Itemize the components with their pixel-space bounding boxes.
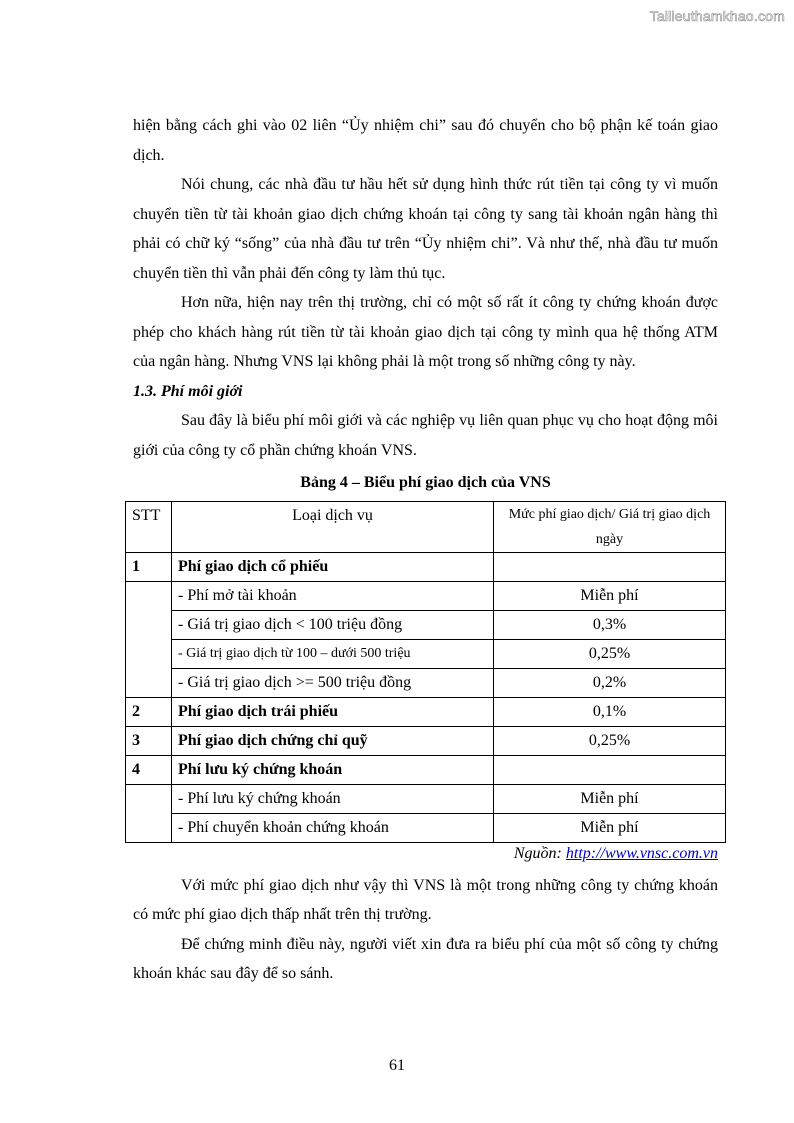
section-intro: Sau đây là biểu phí môi giới và các nghiệp vụ liên quan phục vụ cho hoạt động môi giới của công ty cổ phần chứng khoán VNS. xyxy=(133,412,718,459)
cell-fee: 0,25% xyxy=(494,639,726,668)
cell-stt: 4 xyxy=(126,755,172,784)
cell-service: Phí giao dịch trái phiếu xyxy=(172,697,494,726)
source-link[interactable]: http://www.vnsc.com.vn xyxy=(565,844,718,862)
cell-fee: 0,2% xyxy=(494,668,726,697)
table-source xyxy=(133,843,718,865)
table-row xyxy=(126,668,726,697)
cell-stt-empty xyxy=(126,784,172,842)
table-row xyxy=(126,610,726,639)
table-row xyxy=(126,552,726,581)
table-row xyxy=(126,813,726,842)
table-row xyxy=(126,726,726,755)
section-heading: 1.3. Phí môi giới xyxy=(133,382,243,400)
source-label: Nguồn: xyxy=(513,844,562,862)
header-stt: STT xyxy=(126,501,172,552)
cell-stt: 1 xyxy=(126,552,172,581)
closing-paragraph-1: Với mức phí giao dịch như vậy thì VNS là một trong những công ty chứng khoán có mức phí giao dịch thấp nhất trên thị trường. xyxy=(133,876,718,923)
fee-table xyxy=(125,501,726,843)
header-service: Loại dịch vụ xyxy=(172,501,494,552)
cell-stt-empty xyxy=(126,581,172,697)
cell-fee: 0,1% xyxy=(494,697,726,726)
cell-fee xyxy=(494,552,726,581)
cell-service: - Giá trị giao dịch từ 100 – dưới 500 triệu xyxy=(172,639,494,668)
table-header-row xyxy=(126,501,726,552)
header-fee: Mức phí giao dịch/ Giá trị giao dịch ngày xyxy=(494,501,726,552)
cell-service: Phí giao dịch cổ phiếu xyxy=(172,552,494,581)
page-body xyxy=(133,111,718,989)
cell-fee xyxy=(494,755,726,784)
table-row xyxy=(126,755,726,784)
paragraph-3: Hơn nữa, hiện nay trên thị trường, chỉ có một số rất ít công ty chứng khoán được phép cho khách hàng rút tiền từ tài khoản giao dịch tại công ty mình qua hệ thống ATM của ngân hàng. Nhưng VNS lại không phải là một trong số những công ty này. xyxy=(133,294,718,370)
cell-fee: Miễn phí xyxy=(494,581,726,610)
page-number: 61 xyxy=(389,1057,405,1074)
cell-stt: 3 xyxy=(126,726,172,755)
paragraph-1: hiện bằng cách ghi vào 02 liên “Ủy nhiệm chi” sau đó chuyển cho bộ phận kế toán giao dịch. xyxy=(133,117,718,164)
table-caption: Bảng 4 – Biểu phí giao dịch của VNS xyxy=(300,474,551,491)
table-row xyxy=(126,639,726,668)
cell-fee: 0,25% xyxy=(494,726,726,755)
closing-paragraph-2: Để chứng minh điều này, người viết xin đưa ra biểu phí của một số công ty chứng khoán khác sau đây để so sánh. xyxy=(133,935,718,982)
cell-service: - Phí lưu ký chứng khoán xyxy=(172,784,494,813)
cell-service: Phí lưu ký chứng khoán xyxy=(172,755,494,784)
cell-service: - Giá trị giao dịch >= 500 triệu đồng xyxy=(172,668,494,697)
cell-service: - Giá trị giao dịch < 100 triệu đồng xyxy=(172,610,494,639)
paragraph-2: Nói chung, các nhà đầu tư hầu hết sử dụng hình thức rút tiền tại công ty vì muốn chuyển tiền từ tài khoản giao dịch chứng khoán tại công ty sang tài khoản ngân hàng thì phải có chữ ký “sống” của nhà đầu tư trên “Ủy nhiệm chi”. Và như thế, nhà đầu tư muốn chuyển tiền thì vẫn phải đến công ty làm thủ tục. xyxy=(133,176,718,282)
watermark: Tailieuthamkhao.com xyxy=(649,8,785,24)
cell-service: Phí giao dịch chứng chỉ quỹ xyxy=(172,726,494,755)
table-row xyxy=(126,697,726,726)
cell-stt: 2 xyxy=(126,697,172,726)
table-row xyxy=(126,784,726,813)
cell-fee: 0,3% xyxy=(494,610,726,639)
table-row xyxy=(126,581,726,610)
cell-fee: Miễn phí xyxy=(494,784,726,813)
cell-fee: Miễn phí xyxy=(494,813,726,842)
cell-service: - Phí chuyển khoản chứng khoán xyxy=(172,813,494,842)
cell-service: - Phí mở tài khoản xyxy=(172,581,494,610)
